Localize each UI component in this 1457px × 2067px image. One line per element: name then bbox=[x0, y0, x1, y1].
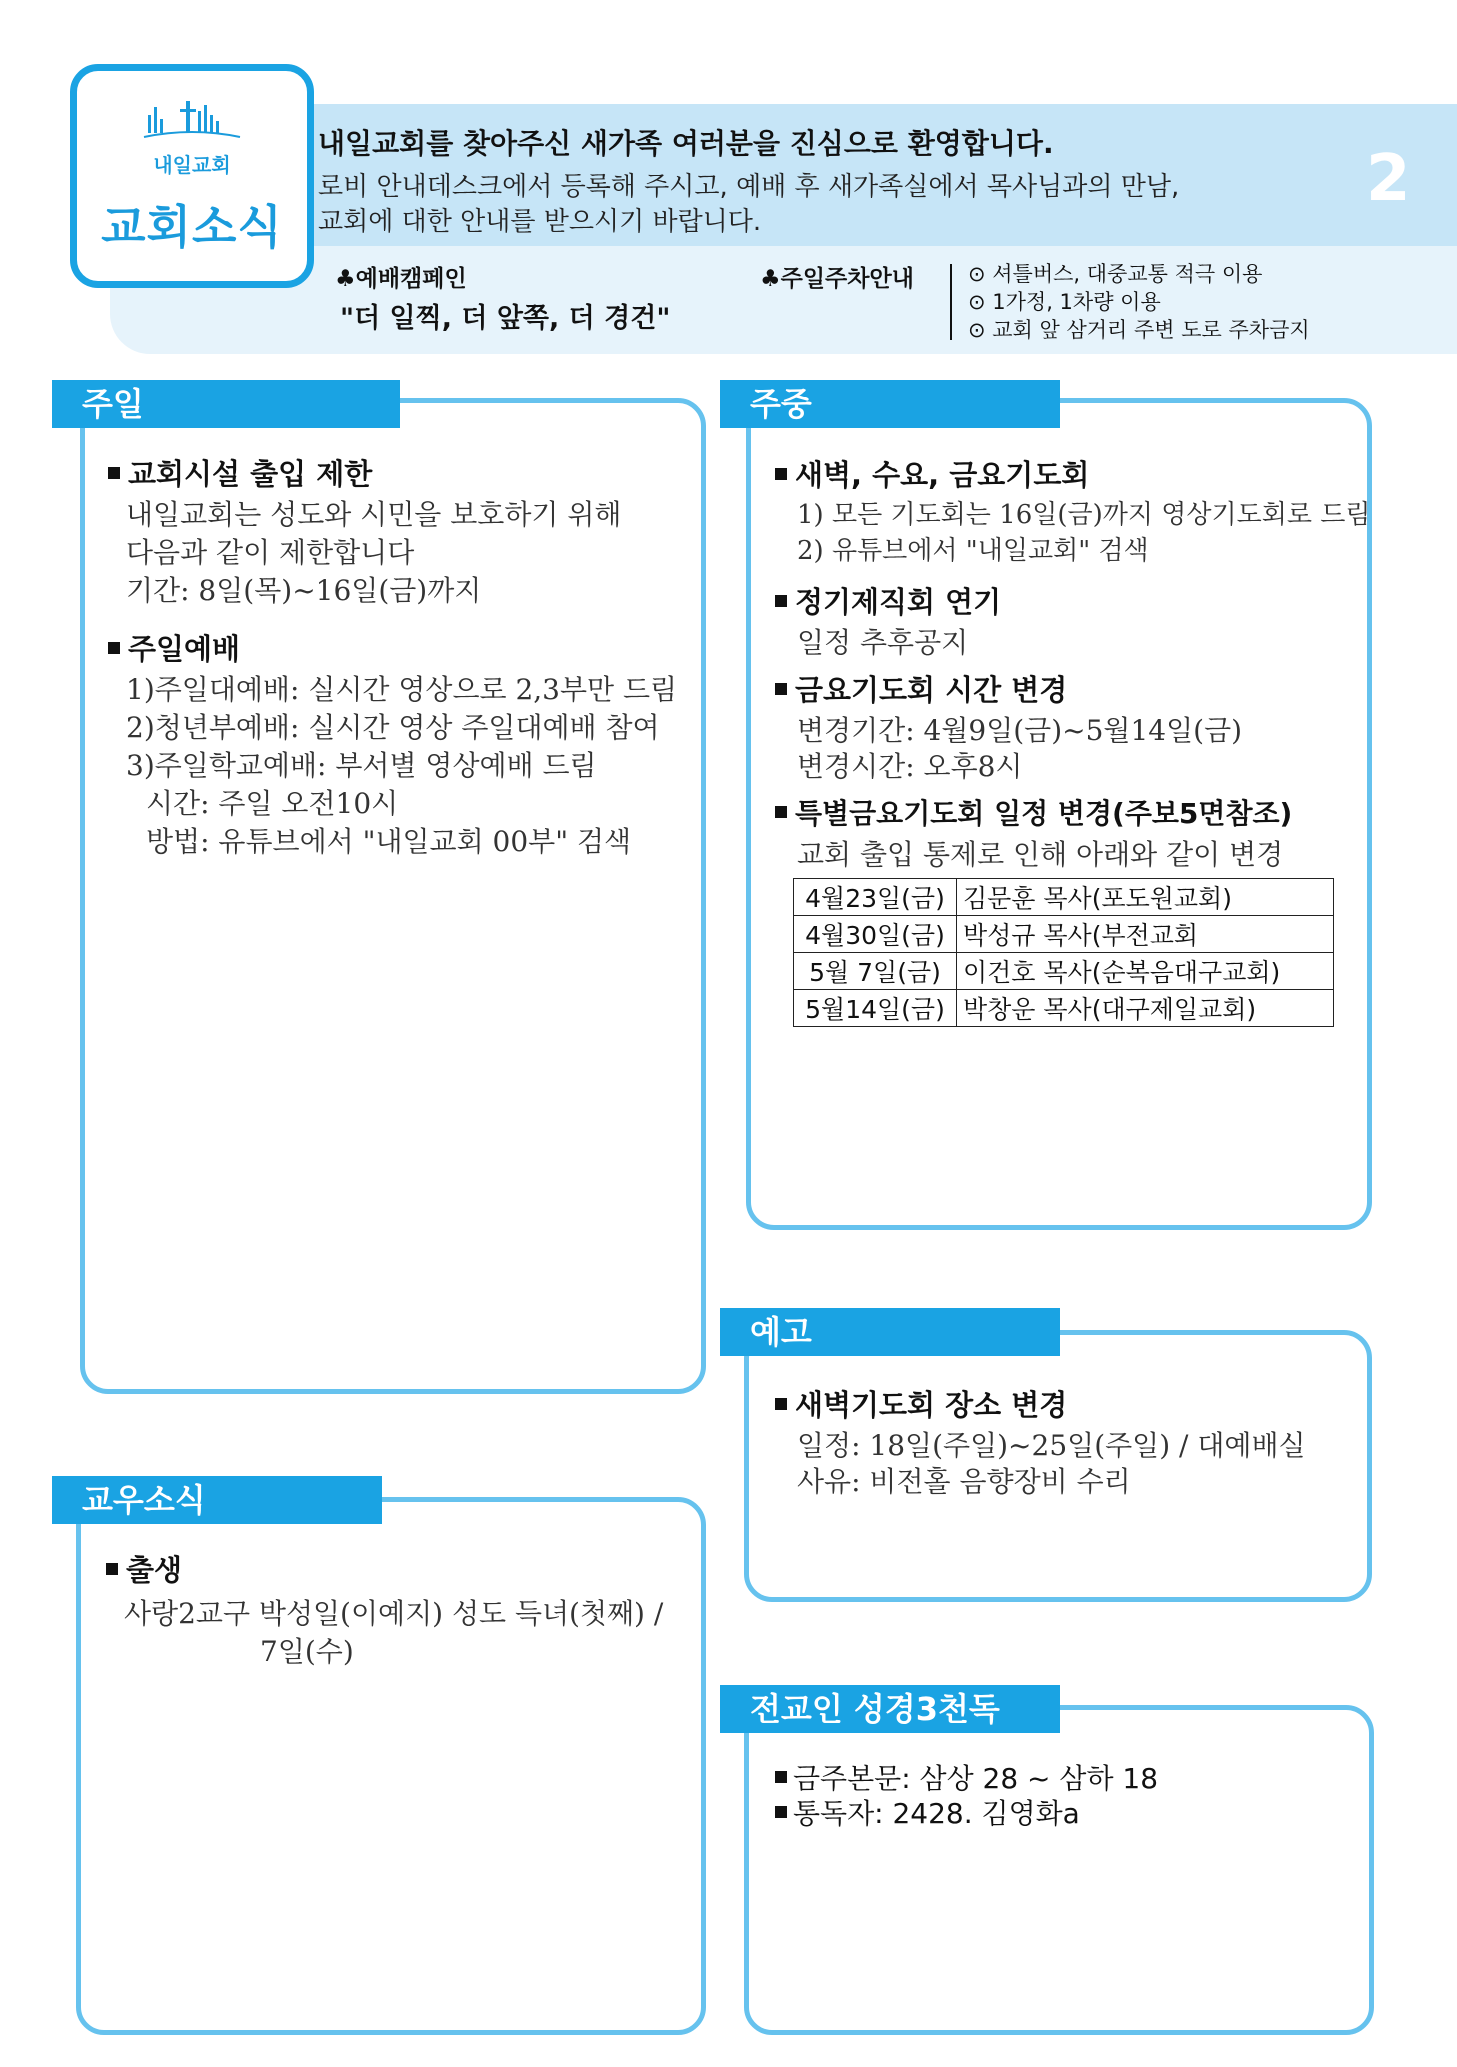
body-line: 일정 추후공지 bbox=[797, 626, 969, 659]
body-line: 3)주일학교예배: 부서별 영상예배 드림 bbox=[126, 749, 597, 782]
table-row bbox=[794, 990, 1334, 1027]
body-line: 변경시간: 오후8시 bbox=[797, 750, 1023, 783]
body-line: 2) 유튜브에서 "내일교회" 검색 bbox=[797, 536, 1149, 566]
divider bbox=[950, 264, 952, 340]
church-logo-icon bbox=[142, 97, 242, 145]
preacher-table bbox=[793, 878, 1334, 1027]
campaign-slogan: "더 일찍, 더 앞쪽, 더 경건" bbox=[340, 303, 671, 334]
section-title: 교회소식 bbox=[101, 200, 283, 254]
table-cell-preacher: 이건호 목사(순복음대구교회) bbox=[957, 953, 1334, 990]
table-cell-date: 5월14일(금) bbox=[794, 990, 957, 1027]
body-line: 금주본문: 삼상 28 ~ 삼하 18 bbox=[775, 1757, 1158, 1797]
body-line: 변경기간: 4월9일(금)~5월14일(금) bbox=[797, 714, 1243, 747]
bullet-square-icon bbox=[775, 468, 787, 480]
page-number: 2 bbox=[1366, 142, 1411, 216]
item-title: 새벽기도회 장소 변경 bbox=[775, 1383, 1067, 1424]
body-line: 방법: 유튜브에서 "내일교회 00부" 검색 bbox=[146, 825, 632, 858]
bullet-square-icon bbox=[775, 683, 787, 695]
body-line: 내일교회는 성도와 시민을 보호하기 위해 bbox=[126, 498, 622, 531]
item-title: 정기제직회 연기 bbox=[775, 580, 1001, 621]
body-line: 사유: 비전홀 음향장비 수리 bbox=[797, 1465, 1131, 1498]
parking-item: ⊙ 1가정, 1차량 이용 bbox=[968, 290, 1161, 314]
logo-name: 내일교회 bbox=[153, 153, 231, 177]
table-row bbox=[794, 879, 1334, 916]
bullet-square-icon bbox=[108, 467, 120, 479]
bullet-square-icon bbox=[775, 806, 787, 818]
bullet-square-icon bbox=[106, 1563, 118, 1575]
table-cell-preacher: 박창운 목사(대구제일교회) bbox=[957, 990, 1334, 1027]
logo-box bbox=[70, 64, 314, 288]
body-line: 시간: 주일 오전10시 bbox=[146, 787, 399, 820]
table-row bbox=[794, 916, 1334, 953]
item-title: 특별금요기도회 일정 변경(주보5면참조) bbox=[775, 792, 1292, 832]
body-line: 통독자: 2428. 김영화a bbox=[775, 1792, 1080, 1832]
table-cell-date: 4월30일(금) bbox=[794, 916, 957, 953]
body-line: 다음과 같이 제한합니다 bbox=[126, 536, 415, 569]
table-cell-preacher: 김문훈 목사(포도원교회) bbox=[957, 879, 1334, 916]
body-line: 1) 모든 기도회는 16일(금)까지 영상기도회로 드림 bbox=[797, 500, 1371, 530]
table-cell-date: 4월23일(금) bbox=[794, 879, 957, 916]
body-line: 교회 출입 통제로 인해 아래와 같이 변경 bbox=[797, 838, 1284, 871]
welcome-line: 로비 안내데스크에서 등록해 주시고, 예배 후 새가족실에서 목사님과의 만남, bbox=[318, 172, 1180, 202]
body-line: 1)주일대예배: 실시간 영상으로 2,3부만 드림 bbox=[126, 673, 678, 706]
table-row bbox=[794, 953, 1334, 990]
body-line: 사랑2교구 박성일(이예지) 성도 득녀(첫째) / bbox=[124, 1597, 664, 1630]
tab-weekday: 주중 bbox=[720, 380, 1060, 428]
bullet-square-icon bbox=[775, 1398, 787, 1410]
table-cell-date: 5월 7일(금) bbox=[794, 953, 957, 990]
table-cell-preacher: 박성규 목사(부전교회 bbox=[957, 916, 1334, 953]
tab-notice: 예고 bbox=[720, 1308, 1060, 1356]
body-line: 7일(수) bbox=[260, 1635, 354, 1668]
item-title: 주일예배 bbox=[108, 627, 240, 668]
body-line: 2)청년부예배: 실시간 영상 주일대예배 참여 bbox=[126, 711, 660, 744]
campaign-label: ♣예배캠페인 bbox=[335, 266, 467, 292]
parking-item: ⊙ 교회 앞 삼거리 주변 도로 주차금지 bbox=[968, 318, 1310, 342]
item-title: 새벽, 수요, 금요기도회 bbox=[775, 453, 1089, 494]
parking-item: ⊙ 셔틀버스, 대중교통 적극 이용 bbox=[968, 262, 1263, 286]
welcome-headline: 내일교회를 찾아주신 새가족 여러분을 진심으로 환영합니다. bbox=[318, 127, 1054, 160]
item-title: 교회시설 출입 제한 bbox=[108, 452, 372, 493]
bible-section bbox=[744, 1705, 1374, 2035]
tab-bible: 전교인 성경3천독 bbox=[720, 1685, 1060, 1733]
body-line: 일정: 18일(주일)~25일(주일) / 대예배실 bbox=[797, 1429, 1306, 1462]
tab-members: 교우소식 bbox=[52, 1476, 382, 1524]
bullet-square-icon bbox=[775, 1771, 787, 1783]
bullet-square-icon bbox=[108, 642, 120, 654]
parking-label: ♣주일주차안내 bbox=[760, 266, 914, 292]
welcome-line: 교회에 대한 안내를 받으시기 바랍니다. bbox=[318, 207, 762, 237]
item-title: 금요기도회 시간 변경 bbox=[775, 668, 1067, 709]
tab-sunday: 주일 bbox=[52, 380, 400, 428]
bullet-square-icon bbox=[775, 595, 787, 607]
item-title: 출생 bbox=[106, 1548, 182, 1589]
bullet-square-icon bbox=[775, 1806, 787, 1818]
body-line: 기간: 8일(목)~16일(금)까지 bbox=[126, 574, 482, 607]
